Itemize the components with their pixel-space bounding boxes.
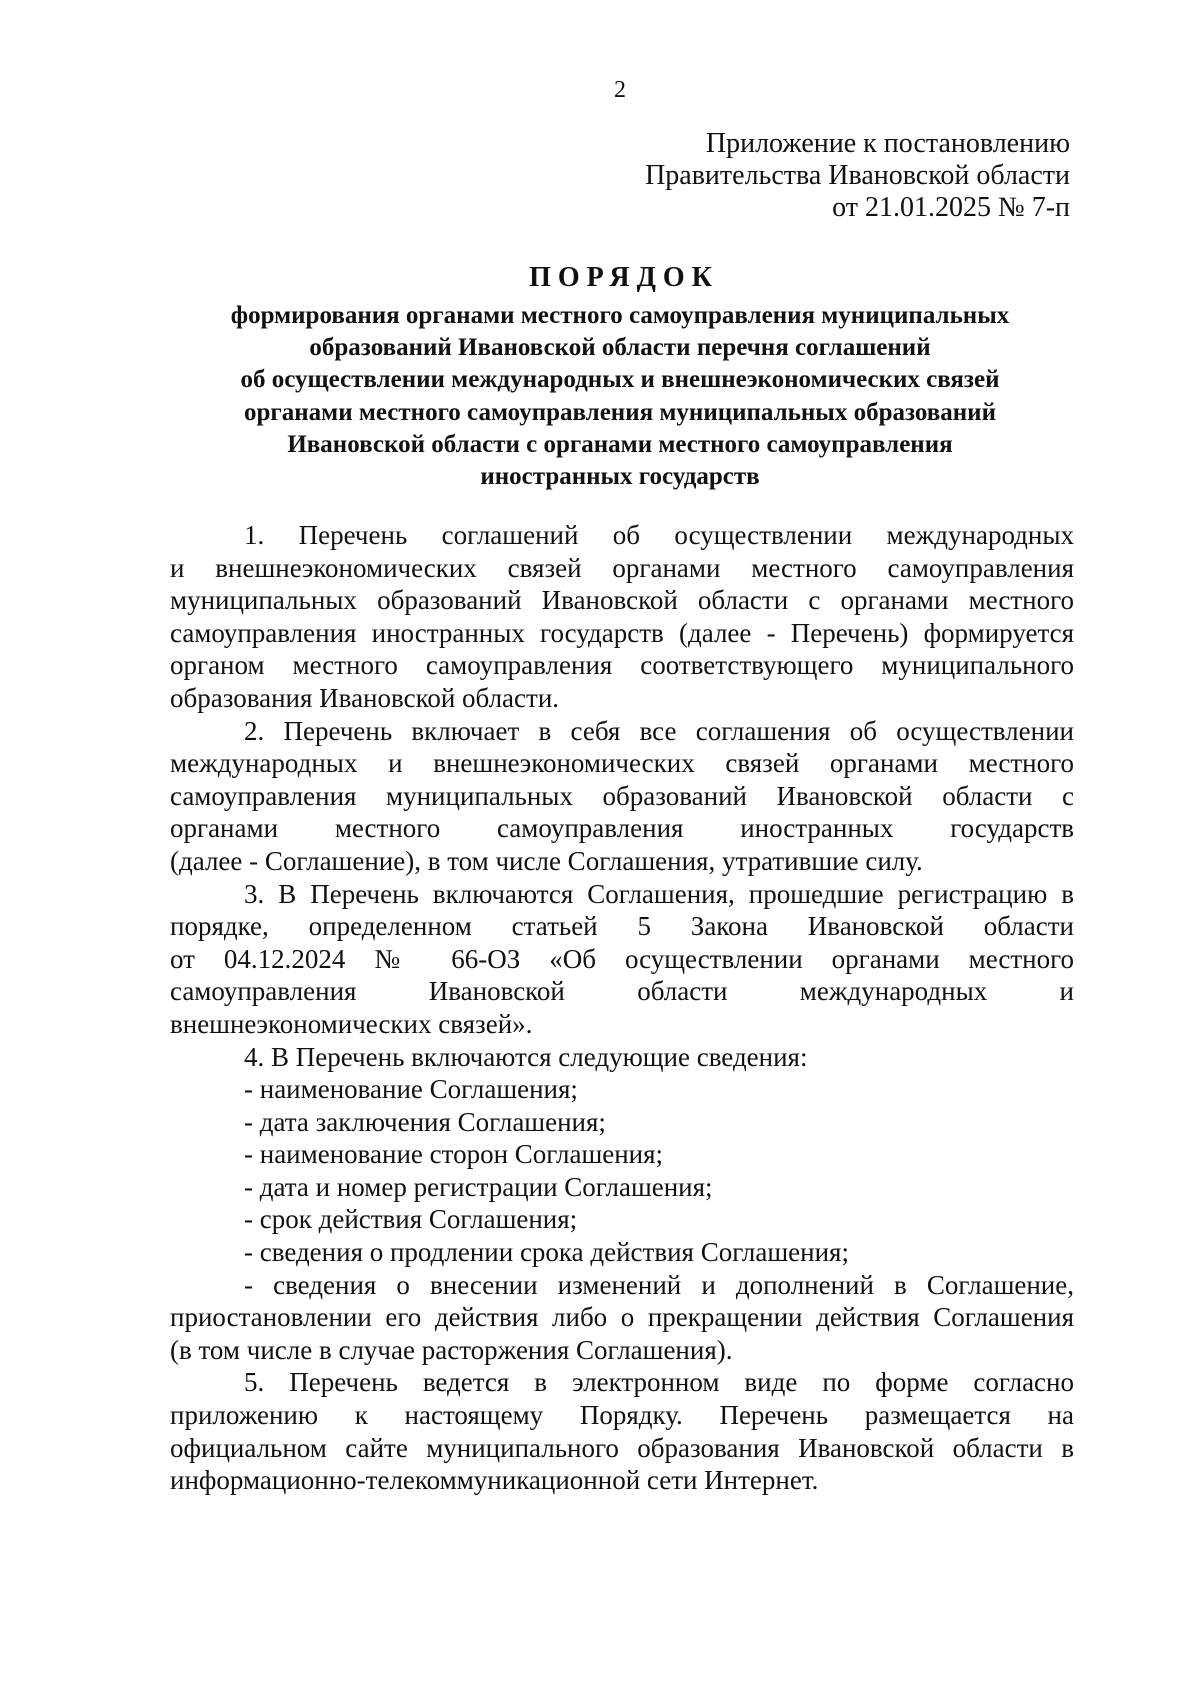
subtitle-line: иностранных государств bbox=[480, 463, 760, 491]
list-item-continuation: приостановлении его действия либо о прекращении действия Соглашения bbox=[170, 1302, 1074, 1333]
page-number: 2 bbox=[614, 77, 626, 103]
paragraph-3-line: самоуправления Ивановской области международных и bbox=[170, 976, 1074, 1007]
paragraph-3-line: 3. В Перечень включаются Соглашения, прошедшие регистрацию в bbox=[244, 878, 1074, 909]
list-item: - дата заключения Соглашения; bbox=[244, 1106, 606, 1137]
appendix-date-number: от 21.01.2025 № 7-п bbox=[832, 192, 1070, 223]
paragraph-1-line: и внешнеэкономических связей органами местного самоуправления bbox=[170, 552, 1074, 583]
document-subtitle bbox=[150, 300, 1090, 493]
paragraph-5-line: приложению к настоящему Порядку. Перечень размещается на bbox=[170, 1400, 1074, 1431]
paragraph-1-line: 1. Перечень соглашений об осуществлении международных bbox=[244, 520, 1074, 550]
subtitle-line: образований Ивановской области перечня соглашений bbox=[309, 334, 931, 362]
list-item: - сведения о внесении изменений и дополнений в Соглашение, bbox=[244, 1269, 1074, 1300]
document-body bbox=[170, 519, 1074, 1497]
list-item: - сведения о продлении срока действия Соглашения; bbox=[244, 1237, 849, 1268]
subtitle-line: об осуществлении международных и внешнеэкономических связей bbox=[240, 366, 1000, 394]
paragraph-3-line: от 04.12.2024 № 66-ОЗ «Об осуществлении органами местного bbox=[170, 943, 1074, 974]
paragraph-2-line: 2. Перечень включает в себя все соглашения об осуществлении bbox=[244, 715, 1074, 746]
document-title: ПОРЯДОК bbox=[529, 262, 719, 293]
paragraph-3-line: порядке, определенном статьей 5 Закона Ивановской области bbox=[170, 911, 1074, 942]
list-item-continuation: (в том числе в случае расторжения Соглашения). bbox=[170, 1334, 733, 1365]
paragraph-1-line: образования Ивановской области. bbox=[170, 682, 560, 713]
title-block bbox=[150, 262, 1090, 493]
paragraph-5-line: информационно-телекоммуникационной сети Интернет. bbox=[170, 1465, 819, 1496]
paragraph-2-line: международных и внешнеэкономических связей органами местного bbox=[170, 748, 1074, 779]
paragraph-2-line: (далее - Соглашение), в том числе Соглашения, утратившие силу. bbox=[170, 845, 923, 876]
paragraph-4-line: 4. В Перечень включаются следующие сведения: bbox=[244, 1041, 808, 1072]
subtitle-line: органами местного самоуправления муниципальных образований bbox=[244, 398, 996, 426]
paragraph-1-line: органом местного самоуправления соответствующего муниципального bbox=[170, 650, 1074, 681]
appendix-line: Приложение к постановлению bbox=[705, 128, 1070, 159]
paragraph-5-line: 5. Перечень ведется в электронном виде по форме согласно bbox=[244, 1367, 1074, 1398]
paragraph-3-line: внешнеэкономических связей». bbox=[170, 1008, 533, 1039]
appendix-line: Правительства Ивановской области bbox=[645, 160, 1070, 191]
list-item: - наименование сторон Соглашения; bbox=[244, 1139, 664, 1170]
subtitle-line: формирования органами местного самоуправления муниципальных bbox=[230, 302, 1010, 329]
paragraph-1-line: самоуправления иностранных государств (далее - Перечень) формируется bbox=[170, 617, 1074, 648]
list-item: - наименование Соглашения; bbox=[244, 1074, 578, 1105]
appendix-header bbox=[550, 128, 1070, 224]
list-item: - срок действия Соглашения; bbox=[244, 1204, 578, 1235]
paragraph-2-line: самоуправления муниципальных образований Ивановской области с bbox=[170, 780, 1074, 811]
paragraph-2-line: органами местного самоуправления иностранных государств bbox=[170, 813, 1074, 844]
list-item: - дата и номер регистрации Соглашения; bbox=[244, 1171, 713, 1202]
paragraph-1-line: муниципальных образований Ивановской области с органами местного bbox=[170, 585, 1074, 616]
paragraph-5-line: официальном сайте муниципального образования Ивановской области в bbox=[170, 1432, 1074, 1463]
subtitle-line: Ивановской области с органами местного самоуправления bbox=[287, 430, 953, 458]
